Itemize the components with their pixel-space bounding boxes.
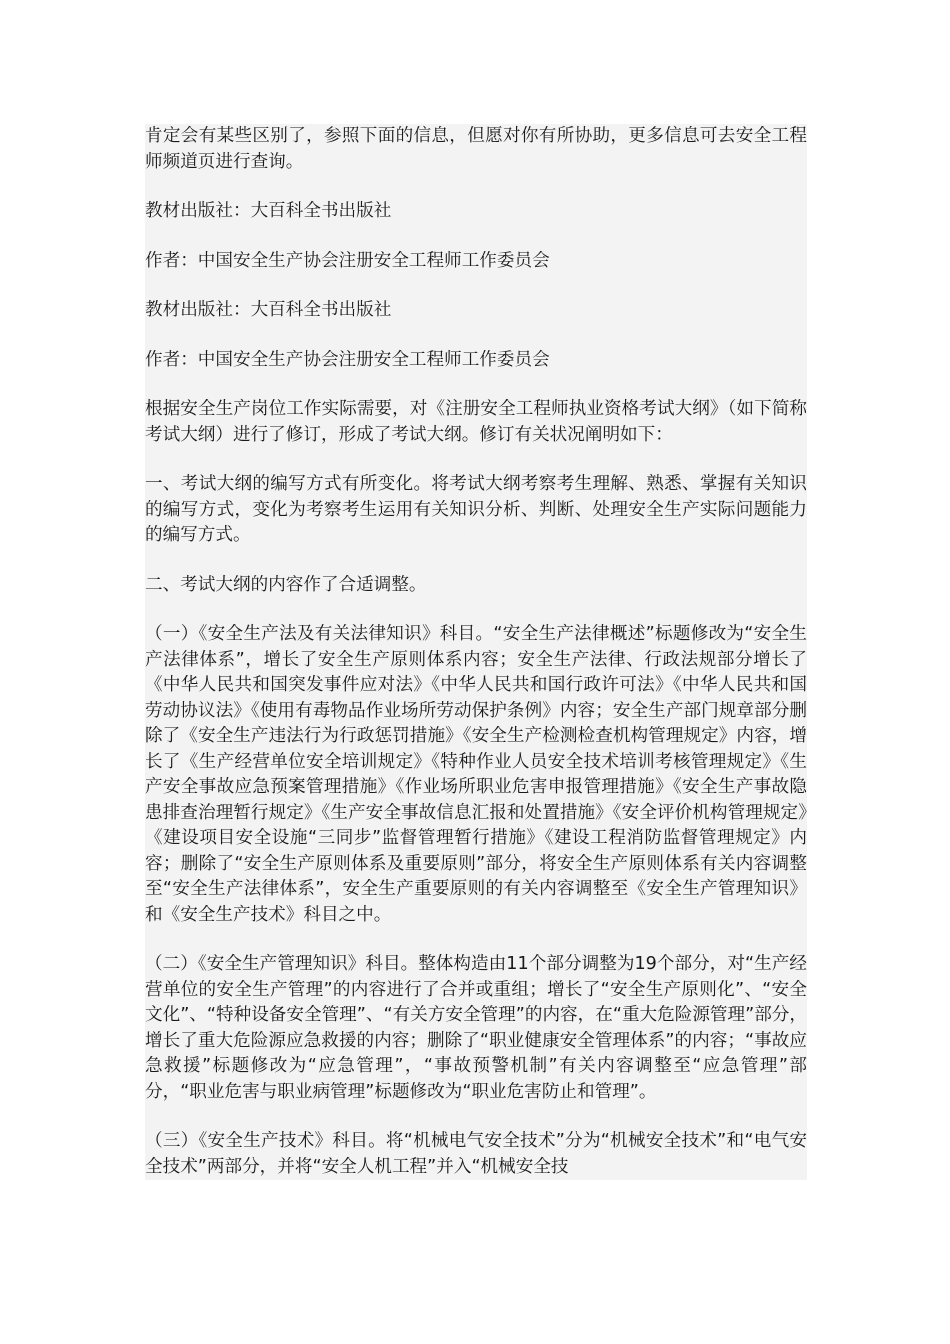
revision-intro-paragraph: 根据安全生产岗位工作实际需要，对《注册安全工程师执业资格考试大纲》（如下简称考试大纲）进行了修订，形成了考试大纲。修订有关状况阐明如下： xyxy=(145,399,807,445)
section-two-heading: 二、考试大纲的内容作了合适调整。 xyxy=(145,574,427,595)
section-one-paragraph: 一、考试大纲的编写方式有所变化。将考试大纲考察考生理解、熟悉、掌握有关知识的编写方式，变化为考察考生运用有关知识分析、判断、处理安全生产实际问题能力的编写方式。 xyxy=(145,474,807,545)
document-body xyxy=(145,124,807,1180)
author-line: 作者：中国安全生产协会注册安全工程师工作委员会 xyxy=(145,250,550,271)
intro-paragraph: 肯定会有某些区别了，参照下面的信息，但愿对你有所协助，更多信息可去安全工程师频道页进行查询。 xyxy=(145,126,807,172)
subsection-two-paragraph: （二）《安全生产管理知识》科目。整体构造由11个部分调整为19个部分，对“生产经营单位的安全生产管理”的内容进行了合并或重组；增长了“安全生产原则化”、“安全文化”、“特种设备安全管理”、“有关方安全管理”的内容，在“重大危险源管理”部分，增长了重大危险源应急救援的内容；删除了“职业健康安全管理体系”的内容；“事故应急救援”标题修改为“应急管理”，“事故预警机制”有关内容调整至“应急管理”部分，“职业危害与职业病管理”标题修改为“职业危害防止和管理”。 xyxy=(145,954,807,1102)
publisher-line: 教材出版社：大百科全书出版社 xyxy=(145,201,392,221)
subsection-three-paragraph: （三）《安全生产技术》科目。将“机械电气安全技术”分为“机械安全技术”和“电气安全技术”两部分，并将“安全人机工程”并入“机械安全技 xyxy=(145,1131,807,1177)
publisher-line: 教材出版社：大百科全书出版社 xyxy=(145,300,392,320)
subsection-one-paragraph: （一）《安全生产法及有关法律知识》科目。“安全生产法律概述”标题修改为“安全生产法律体系”，增长了安全生产原则体系内容；安全生产法律、行政法规部分增长了《中华人民共和国突发事件应对法》《中华人民共和国行政许可法》《中华人民共和国劳动协议法》《使用有毒物品作业场所劳动保护条例》内容；安全生产部门规章部分删除了《安全生产违法行为行政惩罚措施》《安全生产检测检查机构管理规定》内容，增长了《生产经营单位安全培训规定》《特种作业人员安全技术培训考核管理规定》《生产安全事故应急预案管理措施》《作业场所职业危害申报管理措施》《安全生产事故隐患排查治理暂行规定》《生产安全事故信息汇报和处置措施》《安全评价机构管理规定》《建设项目安全设施“三同步”监督管理暂行措施》《建设工程消防监督管理规定》内容；删除了“安全生产原则体系及重要原则”部分，将安全生产原则体系有关内容调整至“安全生产法律体系”，安全生产重要原则的有关内容调整至《安全生产管理知识》和《安全生产技术》科目之中。 xyxy=(145,624,807,925)
author-line: 作者：中国安全生产协会注册安全工程师工作委员会 xyxy=(145,349,550,370)
